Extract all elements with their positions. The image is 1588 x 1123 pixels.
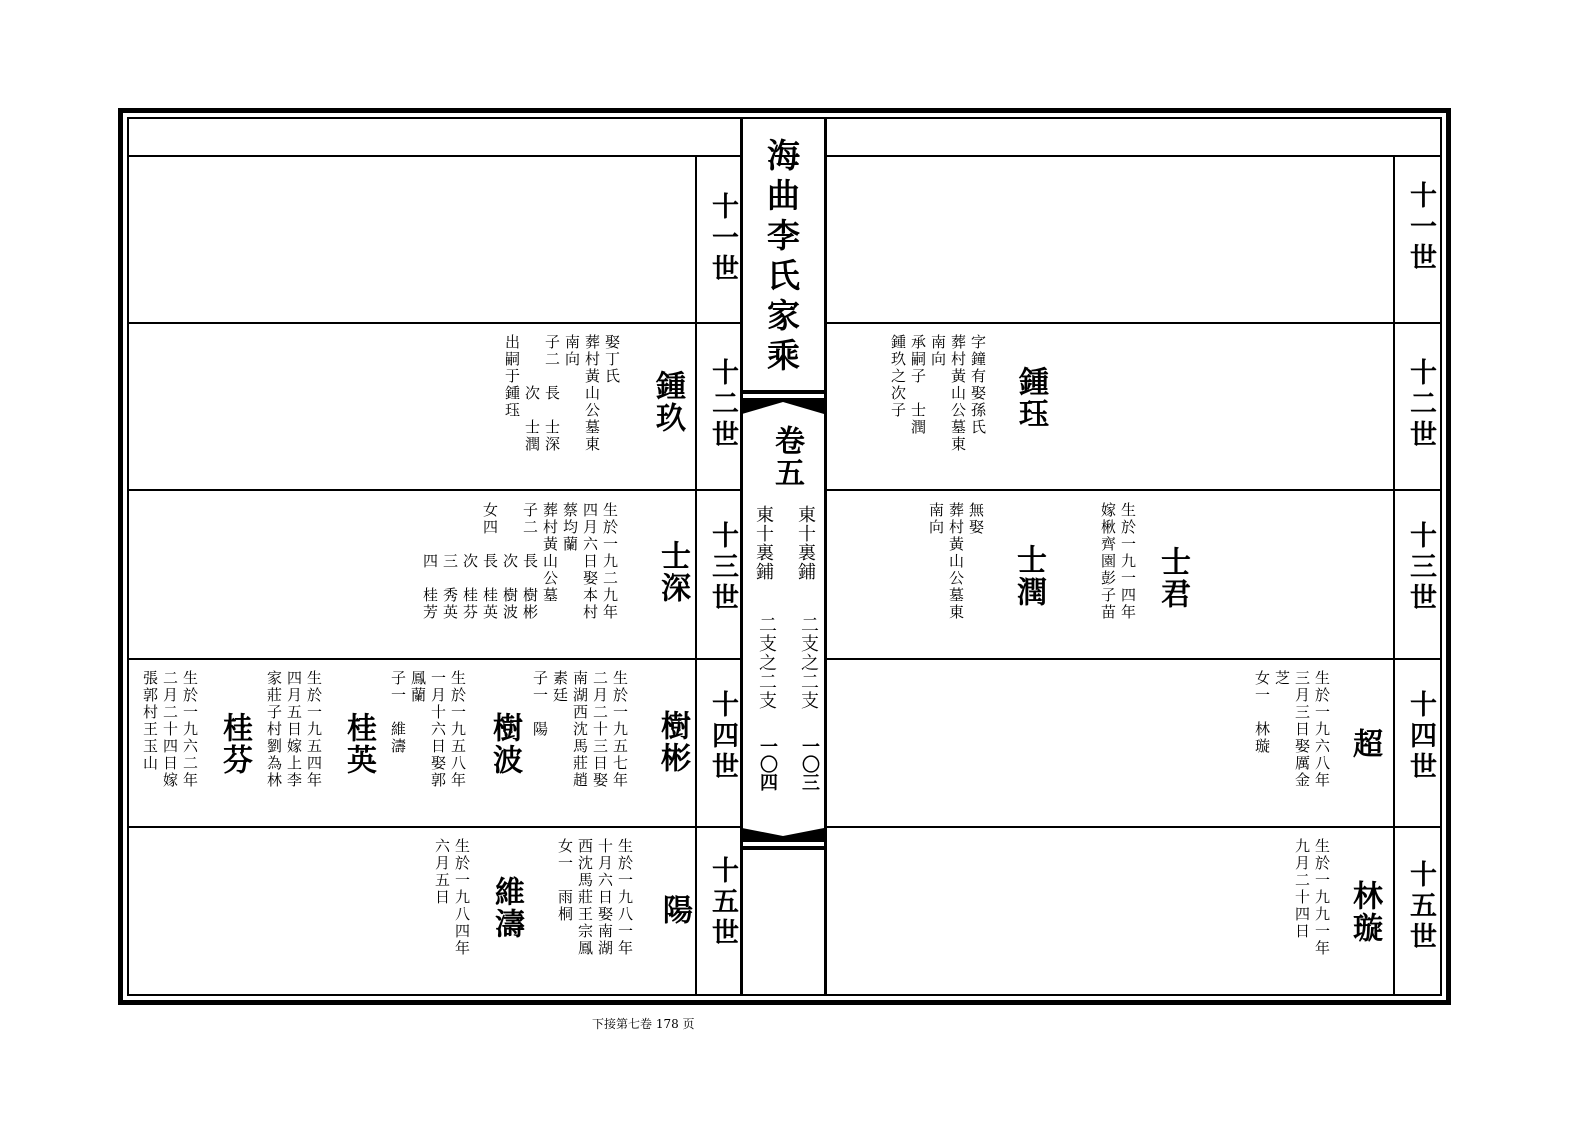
gen-label-left-12: 十二世 [707, 358, 738, 451]
person-name: 士深 [655, 540, 690, 604]
person-info: 字鐘有娶孫氏 葬村黃山公墓東 南向 承嗣子 士潤 鍾玖之次子 [889, 334, 987, 453]
person-name: 樹彬 [655, 710, 690, 774]
book-title: 海曲李氏家乘 [762, 138, 801, 378]
person-info: 無娶 葬村黃山公墓東 南向 [927, 502, 985, 621]
person-name: 超 [1347, 728, 1382, 760]
person-info: 生於一九九一年 九月二十四日 [1293, 838, 1331, 957]
person-info: 生於一九五七年 二月二十三日娶 南湖西沈馬莊趙 素廷 子一 陽 [531, 670, 629, 789]
gen-label-left-13: 十三世 [707, 521, 738, 614]
spine-branch-right: 東十裏鋪 [795, 505, 816, 581]
person-info: 生於一九五八年 一月十六日娶郭 鳳蘭 子一 維濤 [389, 670, 467, 789]
person-name: 士潤 [1011, 544, 1046, 608]
gen-label-right-11: 十一世 [1405, 181, 1436, 274]
person-name: 陽 [657, 894, 692, 926]
person-name: 維濤 [489, 876, 524, 940]
person-info: 生於一九八四年 六月五日 [433, 838, 471, 957]
gen-label-right-12: 十二世 [1405, 358, 1436, 451]
continuation-footer: 下接第七卷 178 页 [592, 1017, 695, 1031]
person-name: 鍾玖 [650, 370, 685, 434]
gen-label-left-11: 十一世 [707, 192, 738, 285]
person-name: 樹波 [487, 712, 522, 776]
gen-label-left-14: 十四世 [707, 690, 738, 783]
spine-page-right: 一〇三 [799, 737, 820, 791]
gen-label-right-15: 十五世 [1405, 860, 1436, 953]
person-name: 鍾珏 [1013, 366, 1048, 430]
spine-sub-left: 二支之二支 [756, 615, 777, 710]
gen-label-right-14: 十四世 [1405, 690, 1436, 783]
spine-sub-right: 二支之二支 [798, 615, 819, 710]
gen-label-right-13: 十三世 [1405, 521, 1436, 614]
person-info: 生於一九五四年 四月五日嫁上李 家莊子村劉為林 [265, 670, 323, 789]
spine-page-left: 一〇四 [757, 737, 778, 791]
person-info: 生於一九六二年 二月二十四日嫁 張郭村王玉山 [141, 670, 199, 789]
person-info: 生於一九八一年 十月六日娶南湖 西沈馬莊王宗鳳 女一 雨桐 [556, 838, 634, 957]
person-name: 桂英 [341, 712, 376, 776]
person-name: 林璇 [1347, 880, 1382, 944]
gen-label-left-15: 十五世 [707, 856, 738, 949]
person-name: 桂芬 [217, 712, 252, 776]
volume-label: 卷五 [769, 425, 804, 489]
person-info: 娶丁氏 葬村黃山公墓東 南向 子二 長 士深 次 士潤 出嗣于鍾珏 [503, 334, 621, 453]
person-info: 生於一九二九年 四月六日娶本村 蔡均蘭 葬村黃山公墓 子二 長 樹彬 次 樹波 女四 長 桂英 次 桂芬 三 秀英 四 桂芳 [421, 502, 619, 621]
person-info: 生於一九六八年 三月三日娶厲金 芝 女一 林璇 [1253, 670, 1331, 789]
spine-branch-left: 東十裏鋪 [753, 505, 774, 581]
person-info: 生於一九一四年 嫁楸齊園彭子苗 [1099, 502, 1137, 621]
person-name: 士君 [1155, 546, 1190, 610]
